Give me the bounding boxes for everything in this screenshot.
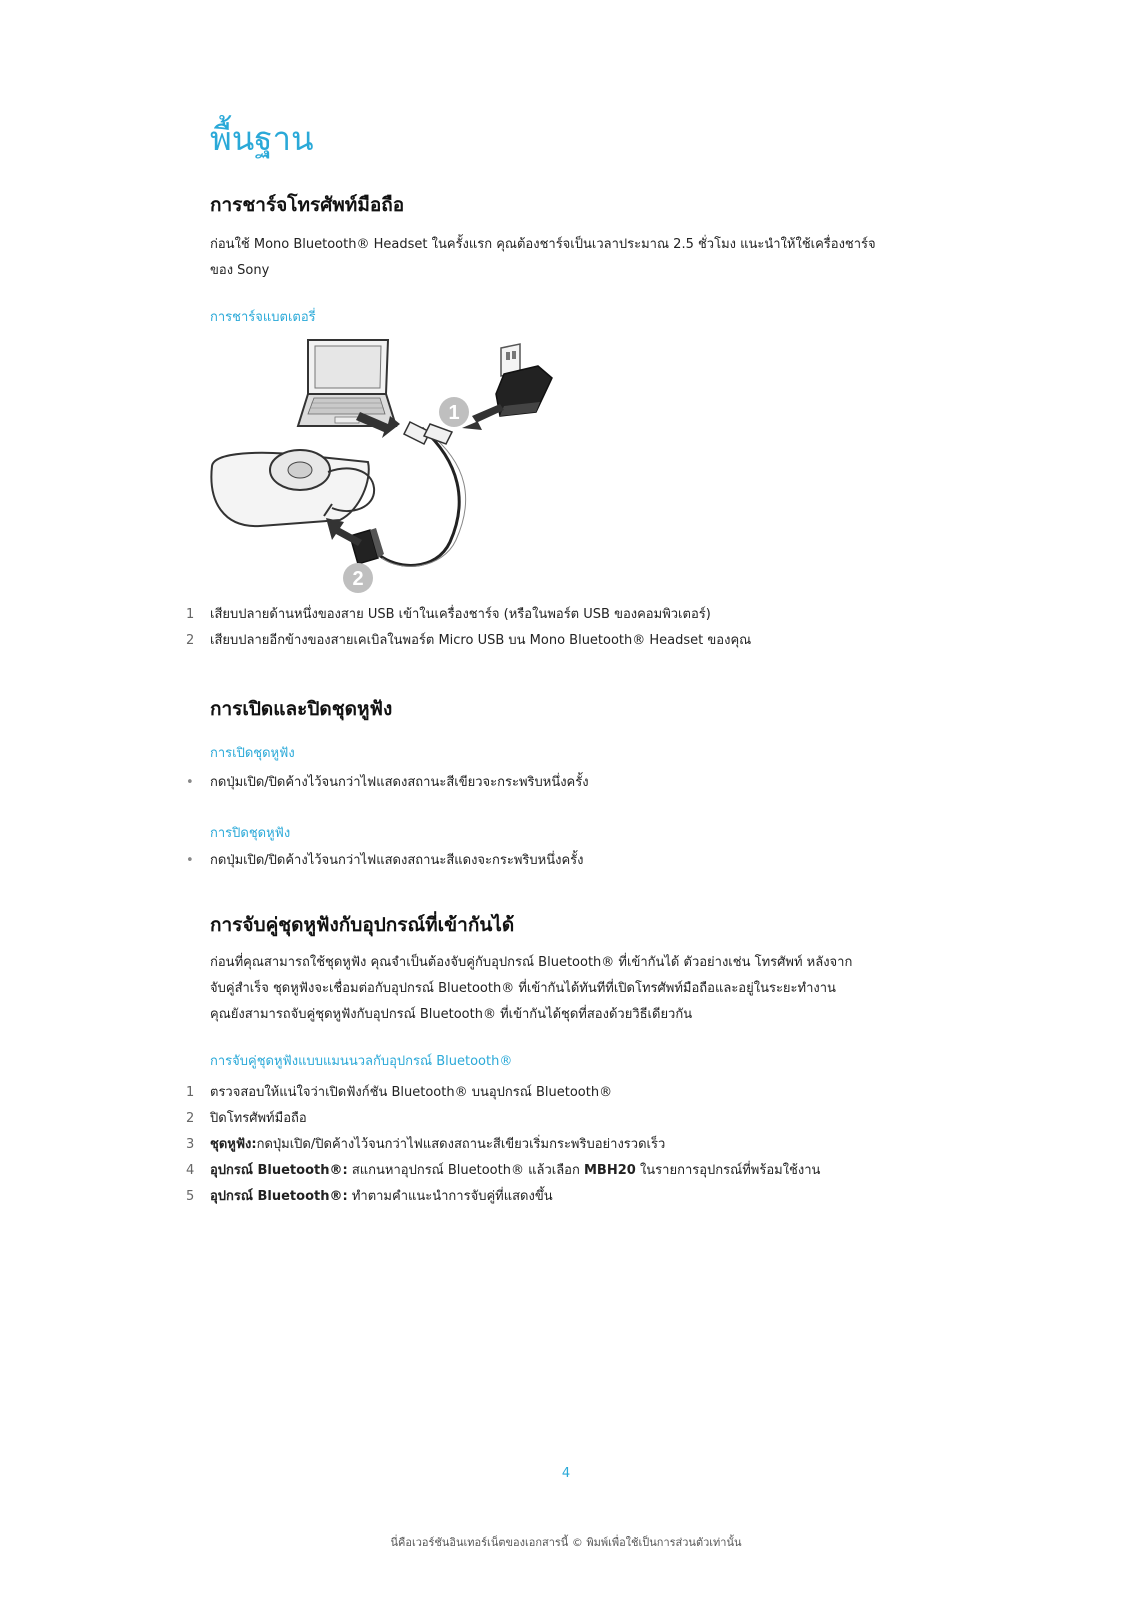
arrow-to-headset-icon [326,518,362,546]
page-title: พื้นฐาน [210,119,314,158]
charging-intro [210,232,940,284]
step-number: 2 [186,633,195,648]
turn-off-item [186,848,584,874]
section-heading-pairing: การจับคู่ชุดหูฟังกับอุปกรณ์ที่เข้ากันได้ [210,914,515,936]
laptop-icon [298,340,396,426]
step-text: ตรวจสอบให้แน่ใจว่าเปิดฟังก์ชัน Bluetooth® บนอุปกรณ์ Bluetooth® [210,1085,613,1100]
bullet-icon: • [186,775,194,790]
figure-label-1: 1 [448,402,460,424]
figure-label-2: 2 [352,568,364,590]
pairing-step-2 [186,1106,307,1132]
step-bold-label: อุปกรณ์ Bluetooth®: [210,1189,348,1204]
step-text: ปิดโทรศัพท์มือถือ [210,1111,307,1126]
step-number: 4 [186,1163,195,1178]
pairing-step-5 [186,1184,553,1210]
charging-intro-line1: ก่อนใช้ Mono Bluetooth® Headset ในครั้งแรก คุณต้องชาร์จเป็นเวลาประมาณ 2.5 ชั่วโมง แนะนำให้ใช้เครื่องชาร์จ [210,237,876,252]
step-bold-label: ชุดหูฟัง: [210,1137,257,1152]
pairing-paragraph [210,950,940,1028]
turn-on-item [186,770,589,796]
step-text: ทำตามคำแนะนำการจับคู่ที่แสดงขึ้น [347,1189,553,1204]
device-name: MBH20 [583,1163,636,1178]
subheading-manual-pairing: การจับคู่ชุดหูฟังแบบแมนนวลกับอุปกรณ์ Bluetooth® [210,1054,513,1069]
turn-off-text: กดปุ่มเปิด/ปิดค้างไว้จนกว่าไฟแสดงสถานะสีแดงจะกระพริบหนึ่งครั้ง [210,853,584,868]
step-text: สแกนหาอุปกรณ์ Bluetooth® แล้วเลือก [347,1163,584,1178]
step-number: 1 [186,1085,195,1100]
step-number: 3 [186,1137,195,1152]
step-number: 5 [186,1189,195,1204]
footer-note: นี่คือเวอร์ชันอินเทอร์เน็ตของเอกสารนี้ © พิมพ์เพื่อใช้เป็นการส่วนตัวเท่านั้น [390,1536,742,1549]
pairing-line1: ก่อนที่คุณสามารถใช้ชุดหูฟัง คุณจำเป็นต้องจับคู่กับอุปกรณ์ Bluetooth® ที่เข้ากันได้ ตัวอย่างเช่น โทรศัพท์ หลังจาก [210,955,853,970]
step-text: เสียบปลายด้านหนึ่งของสาย USB เข้าในเครื่องชาร์จ (หรือในพอร์ต USB ของคอมพิวเตอร์) [210,607,711,622]
charging-step-1 [186,602,711,628]
section-heading-charging: การชาร์จโทรศัพท์มือถือ [210,194,405,216]
subheading-turn-off: การปิดชุดหูฟัง [210,826,291,841]
headset-icon [211,450,374,526]
bullet-icon: • [186,853,194,868]
charging-step-2 [186,628,751,654]
charging-intro-line2: ของ Sony [210,263,270,278]
usb-plug-icon [404,422,452,444]
subheading-turn-on: การเปิดชุดหูฟัง [210,746,295,761]
step-text-end: ในรายการอุปกรณ์ที่พร้อมใช้งาน [635,1163,821,1178]
step-text: กดปุ่มเปิด/ปิดค้างไว้จนกว่าไฟแสดงสถานะสีเขียวเริ่มกระพริบอย่างรวดเร็ว [256,1137,666,1152]
subheading-charging-battery: การชาร์จแบตเตอรี่ [210,310,316,325]
section-heading-onoff: การเปิดและปิดชุดหูฟัง [210,698,393,720]
turn-on-text: กดปุ่มเปิด/ปิดค้างไว้จนกว่าไฟแสดงสถานะสีเขียวจะกระพริบหนึ่งครั้ง [210,775,589,790]
charging-illustration [200,332,580,594]
step-text: เสียบปลายอีกข้างของสายเคเบิลในพอร์ต Micro USB บน Mono Bluetooth® Headset ของคุณ [210,633,752,648]
micro-usb-plug-icon [350,528,384,564]
step-number: 2 [186,1111,195,1126]
pairing-step-1 [186,1080,612,1106]
wall-charger-icon [496,344,552,416]
pairing-step-4 [186,1158,820,1184]
step-number: 1 [186,607,195,622]
pairing-line2: จับคู่สำเร็จ ชุดหูฟังจะเชื่อมต่อกับอุปกรณ์ Bluetooth® ที่เข้ากันได้ทันทีที่เปิดโทรศัพท์มือถือและอยู่ในระยะทำงาน [210,981,836,996]
pairing-line3: คุณยังสามารถจับคู่ชุดหูฟังกับอุปกรณ์ Bluetooth® ที่เข้ากันได้ชุดที่สองด้วยวิธีเดียวกัน [210,1007,693,1022]
step-bold-label: อุปกรณ์ Bluetooth®: [210,1163,348,1178]
pairing-step-3 [186,1132,665,1158]
page-number: 4 [561,1466,571,1481]
